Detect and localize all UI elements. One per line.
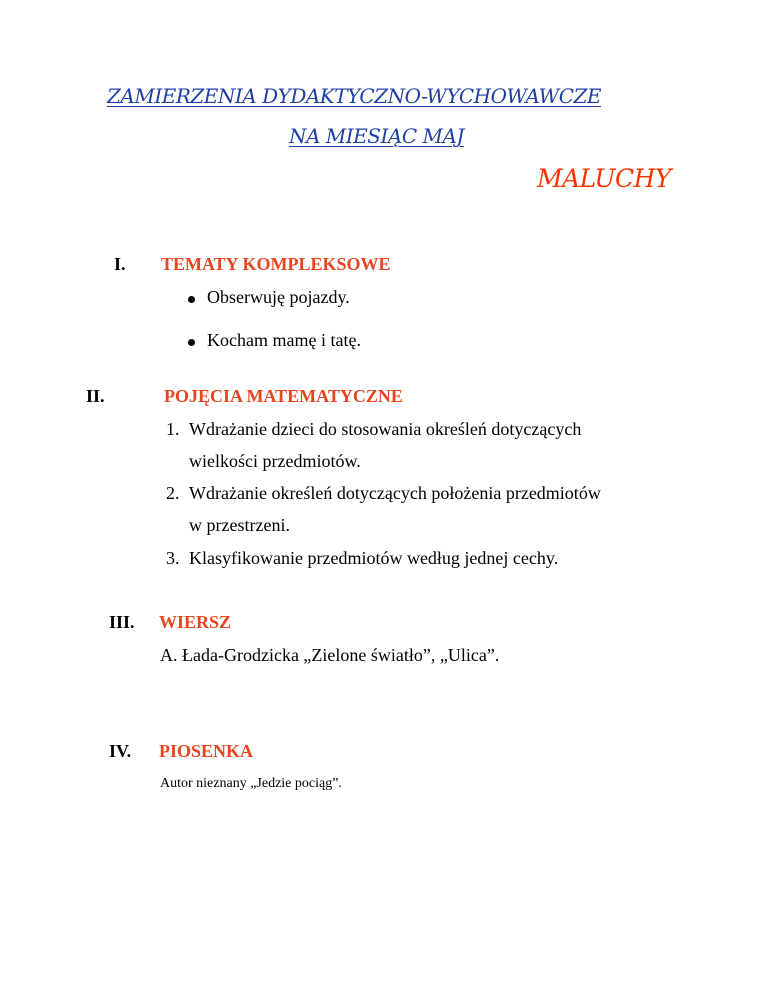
page-title: ZAMIERZENIA DYDAKTYCZNO-WYCHOWAWCZE (107, 84, 602, 108)
group-name: MALUCHY (537, 164, 671, 193)
list-item-continuation: wielkości przedmiotów. (189, 451, 361, 471)
list-item: Wdrażanie dzieci do stosowania określeń dotyczących (189, 419, 582, 439)
section-heading: WIERSZ (159, 612, 232, 632)
section-numeral: III. (109, 612, 135, 632)
bullet-icon (188, 296, 195, 303)
list-item-number: 2. (166, 483, 180, 503)
list-item: Klasyfikowanie przedmiotów według jednej cechy. (189, 548, 559, 568)
section-heading: TEMATY KOMPLEKSOWE (161, 254, 391, 274)
section-heading: PIOSENKA (159, 741, 254, 761)
section-heading: POJĘCIA MATEMATYCZNE (164, 386, 403, 406)
section-numeral: II. (86, 386, 105, 406)
list-item: Kocham mamę i tatę. (207, 330, 361, 350)
page-subtitle: NA MIESIĄC MAJ (289, 124, 464, 148)
bullet-icon (188, 339, 195, 346)
section-numeral: IV. (109, 741, 132, 761)
song-reference: Autor nieznany „Jedzie pociąg”. (160, 776, 342, 791)
section-numeral: I. (114, 254, 126, 274)
list-item: Obserwuję pojazdy. (207, 287, 350, 307)
poem-reference: A. Łada-Grodzicka „Zielone światło”, „Ulica”. (160, 645, 500, 665)
list-item-number: 3. (166, 548, 180, 568)
list-item-continuation: w przestrzeni. (189, 515, 290, 535)
list-item: Wdrażanie określeń dotyczących położenia przedmiotów (189, 483, 601, 503)
list-item-number: 1. (166, 419, 180, 439)
